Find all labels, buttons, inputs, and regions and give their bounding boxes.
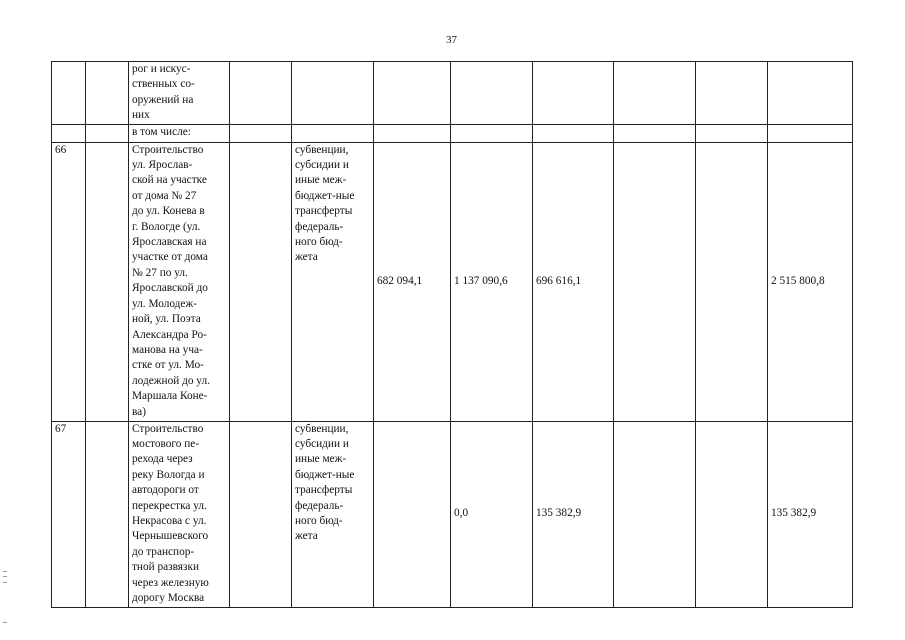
- name-line: № 27 по ул.: [132, 266, 188, 279]
- name-line: Строительство: [132, 143, 204, 156]
- cell-empty: [230, 142, 292, 421]
- name-line: г. Вологде (ул.: [132, 220, 201, 233]
- source-line: субсидии и: [295, 438, 349, 451]
- source-line: трансферты: [295, 484, 353, 497]
- margin-dot: [3, 622, 7, 623]
- name-line: манова на уча-: [132, 343, 203, 356]
- cell-value: [374, 124, 451, 142]
- source-line: иные меж-: [295, 174, 347, 187]
- cell-value: [451, 124, 533, 142]
- cell-value: [374, 421, 451, 607]
- cell-num: [52, 124, 86, 142]
- cell-total: 2 515 800,8: [768, 142, 853, 421]
- cell-name: [129, 142, 230, 421]
- table-row: [52, 421, 853, 607]
- name-line: до транспор-: [132, 545, 195, 558]
- cell-value: 682 094,1: [374, 142, 451, 421]
- cell-value: [614, 62, 696, 125]
- name-line: Ярославская на: [132, 236, 207, 249]
- row-number: 66: [52, 142, 86, 421]
- cell-value: 135 382,9: [533, 421, 614, 607]
- source-line: субвенции,: [295, 422, 349, 435]
- cell-empty: [230, 421, 292, 607]
- cell-value: 696 616,1: [533, 142, 614, 421]
- name-line: Маршала Коне-: [132, 390, 208, 403]
- name-line: дорогу Москва: [132, 592, 205, 605]
- source-line: федераль-: [295, 499, 344, 512]
- cell-value: [451, 62, 533, 125]
- name-line: тной развязки: [132, 561, 200, 574]
- source-line: ного бюд-: [295, 515, 343, 528]
- cell-total: 135 382,9: [768, 421, 853, 607]
- name-line: мостового пе-: [132, 438, 200, 451]
- name-line: Ярославской до: [132, 282, 208, 295]
- source-line: жета: [295, 251, 318, 264]
- cell-source: [292, 124, 374, 142]
- name-line: лодежной до ул.: [132, 374, 210, 387]
- name-line: оружений на: [132, 93, 194, 106]
- cell-value: 1 137 090,6: [451, 142, 533, 421]
- cell-value: [614, 421, 696, 607]
- cell-num: [52, 62, 86, 125]
- source-line: ного бюд-: [295, 236, 343, 249]
- cell-empty: [86, 62, 129, 125]
- name-line: участке от дома: [132, 251, 208, 264]
- cell-value: [533, 62, 614, 125]
- name-line: стке от ул. Мо-: [132, 359, 204, 372]
- name-line: автодороги от: [132, 484, 199, 497]
- table-row-subheader: [52, 124, 853, 142]
- source-line: субсидии и: [295, 159, 349, 172]
- name-line: ственных со-: [132, 78, 195, 91]
- name-line: Чернышевского: [132, 530, 209, 543]
- name-line: Строительство: [132, 422, 204, 435]
- name-line: перекрестка ул.: [132, 499, 207, 512]
- cell-value: [614, 142, 696, 421]
- name-line: Александра Ро-: [132, 328, 207, 341]
- page-number: 37: [446, 34, 457, 46]
- row-number: 67: [52, 421, 86, 607]
- name-line: Некрасова с ул.: [132, 515, 207, 528]
- name-line: рехода через: [132, 453, 193, 466]
- cell-value: [696, 142, 768, 421]
- source-line: федераль-: [295, 220, 344, 233]
- table-row-continuation: [52, 62, 853, 125]
- source-line: иные меж-: [295, 453, 347, 466]
- table-row: [52, 142, 853, 421]
- cell-name: [129, 421, 230, 607]
- cell-value: [614, 124, 696, 142]
- cell-value: [533, 124, 614, 142]
- source-line: бюджет-ные: [295, 468, 355, 481]
- cell-value: [696, 62, 768, 125]
- cell-value: [374, 62, 451, 125]
- cell-empty: [230, 124, 292, 142]
- cell-value: 0,0: [451, 421, 533, 607]
- source-line: субвенции,: [295, 143, 349, 156]
- cell-value: [696, 421, 768, 607]
- name-line: реку Вологда и: [132, 468, 205, 481]
- source-line: жета: [295, 530, 318, 543]
- name-line: от дома № 27: [132, 189, 197, 202]
- cell-name: [129, 62, 230, 125]
- name-line: ной, ул. Поэта: [132, 313, 201, 326]
- name-line: через железную: [132, 576, 209, 589]
- cell-value: [696, 124, 768, 142]
- name-line: них: [132, 109, 150, 122]
- cell-empty: [86, 124, 129, 142]
- margin-mark: [3, 571, 7, 583]
- cell-empty: [230, 62, 292, 125]
- cell-source: [292, 142, 374, 421]
- cell-empty: [86, 421, 129, 607]
- name-line: ул. Ярослав-: [132, 159, 193, 172]
- cell-source: [292, 421, 374, 607]
- source-line: бюджет-ные: [295, 189, 355, 202]
- name-line: рог и искус-: [132, 63, 191, 75]
- source-line: трансферты: [295, 205, 353, 218]
- name-line: ской на участке: [132, 174, 207, 187]
- name-line: ва): [132, 405, 146, 418]
- cell-subrow-label: в том числе:: [129, 124, 230, 142]
- cell-empty: [86, 142, 129, 421]
- name-line: ул. Молодеж-: [132, 297, 197, 310]
- budget-table: [51, 61, 853, 608]
- cell-total: [768, 124, 853, 142]
- cell-total: [768, 62, 853, 125]
- cell-source: [292, 62, 374, 125]
- name-line: до ул. Конева в: [132, 205, 205, 218]
